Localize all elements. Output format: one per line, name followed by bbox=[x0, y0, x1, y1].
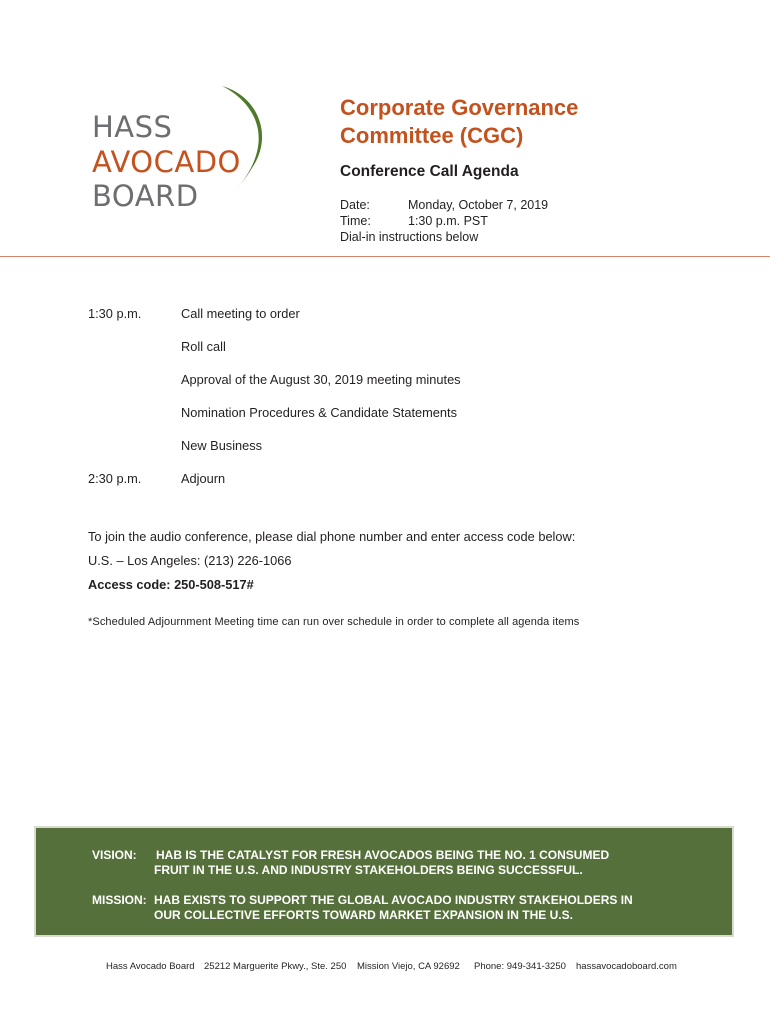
access-code: Access code: 250-508-517# bbox=[88, 577, 254, 592]
agenda-time: 1:30 p.m. bbox=[88, 306, 142, 321]
vision-mission-banner bbox=[34, 826, 734, 937]
leaf-swoosh-icon bbox=[218, 84, 278, 204]
hass-avocado-board-logo bbox=[92, 88, 292, 213]
footer-address: 25212 Marguerite Pkwy., Ste. 250 bbox=[204, 961, 347, 972]
vision-label: VISION: bbox=[92, 848, 137, 862]
footer-org: Hass Avocado Board bbox=[106, 961, 195, 972]
header-divider bbox=[0, 256, 770, 257]
agenda-item: Roll call bbox=[181, 339, 226, 354]
time-value: 1:30 p.m. PST bbox=[408, 214, 488, 228]
page-title bbox=[340, 94, 620, 150]
agenda-item: New Business bbox=[181, 438, 263, 453]
title-line-1: Corporate Governance bbox=[340, 95, 579, 120]
logo-text-hass: HASS bbox=[92, 110, 173, 144]
footer-website[interactable]: hassavocadoboard.com bbox=[576, 961, 677, 972]
vision-line-2: FRUIT IN THE U.S. AND INDUSTRY STAKEHOLDERS BEING SUCCESSFUL. bbox=[154, 863, 583, 877]
mission-line-1: HAB EXISTS TO SUPPORT THE GLOBAL AVOCADO INDUSTRY STAKEHOLDERS IN bbox=[154, 893, 633, 907]
footer-phone: Phone: 949-341-3250 bbox=[474, 961, 566, 972]
agenda-time: 2:30 p.m. bbox=[88, 471, 142, 486]
agenda-item: Approval of the August 30, 2019 meeting minutes bbox=[181, 372, 461, 387]
agenda-item: Nomination Procedures & Candidate Statements bbox=[181, 405, 457, 420]
vision-line-1: HAB IS THE CATALYST FOR FRESH AVOCADOS BEING THE NO. 1 CONSUMED bbox=[156, 848, 610, 862]
footer-city: Mission Viejo, CA 92692 bbox=[357, 961, 460, 972]
mission-label: MISSION: bbox=[92, 893, 147, 907]
agenda-subtitle: Conference Call Agenda bbox=[340, 163, 519, 180]
agenda-item: Call meeting to order bbox=[181, 306, 300, 321]
date-value: Monday, October 7, 2019 bbox=[408, 198, 549, 212]
logo-text-board: BOARD bbox=[92, 179, 199, 213]
time-label: Time: bbox=[340, 214, 371, 228]
title-line-2: Committee (CGC) bbox=[340, 123, 524, 148]
dialin-phone: U.S. – Los Angeles: (213) 226-1066 bbox=[88, 553, 292, 568]
date-label: Date: bbox=[340, 198, 370, 212]
dialin-note: Dial-in instructions below bbox=[340, 230, 479, 244]
logo-text-avocado: AVOCADO bbox=[92, 145, 241, 179]
agenda-item: Adjourn bbox=[181, 471, 226, 486]
dialin-instructions: To join the audio conference, please dial phone number and enter access code below: bbox=[88, 529, 576, 544]
mission-line-2: OUR COLLECTIVE EFFORTS TOWARD MARKET EXPANSION IN THE U.S. bbox=[154, 908, 573, 922]
schedule-note: *Scheduled Adjournment Meeting time can run over schedule in order to complete all agenda items bbox=[88, 616, 580, 628]
